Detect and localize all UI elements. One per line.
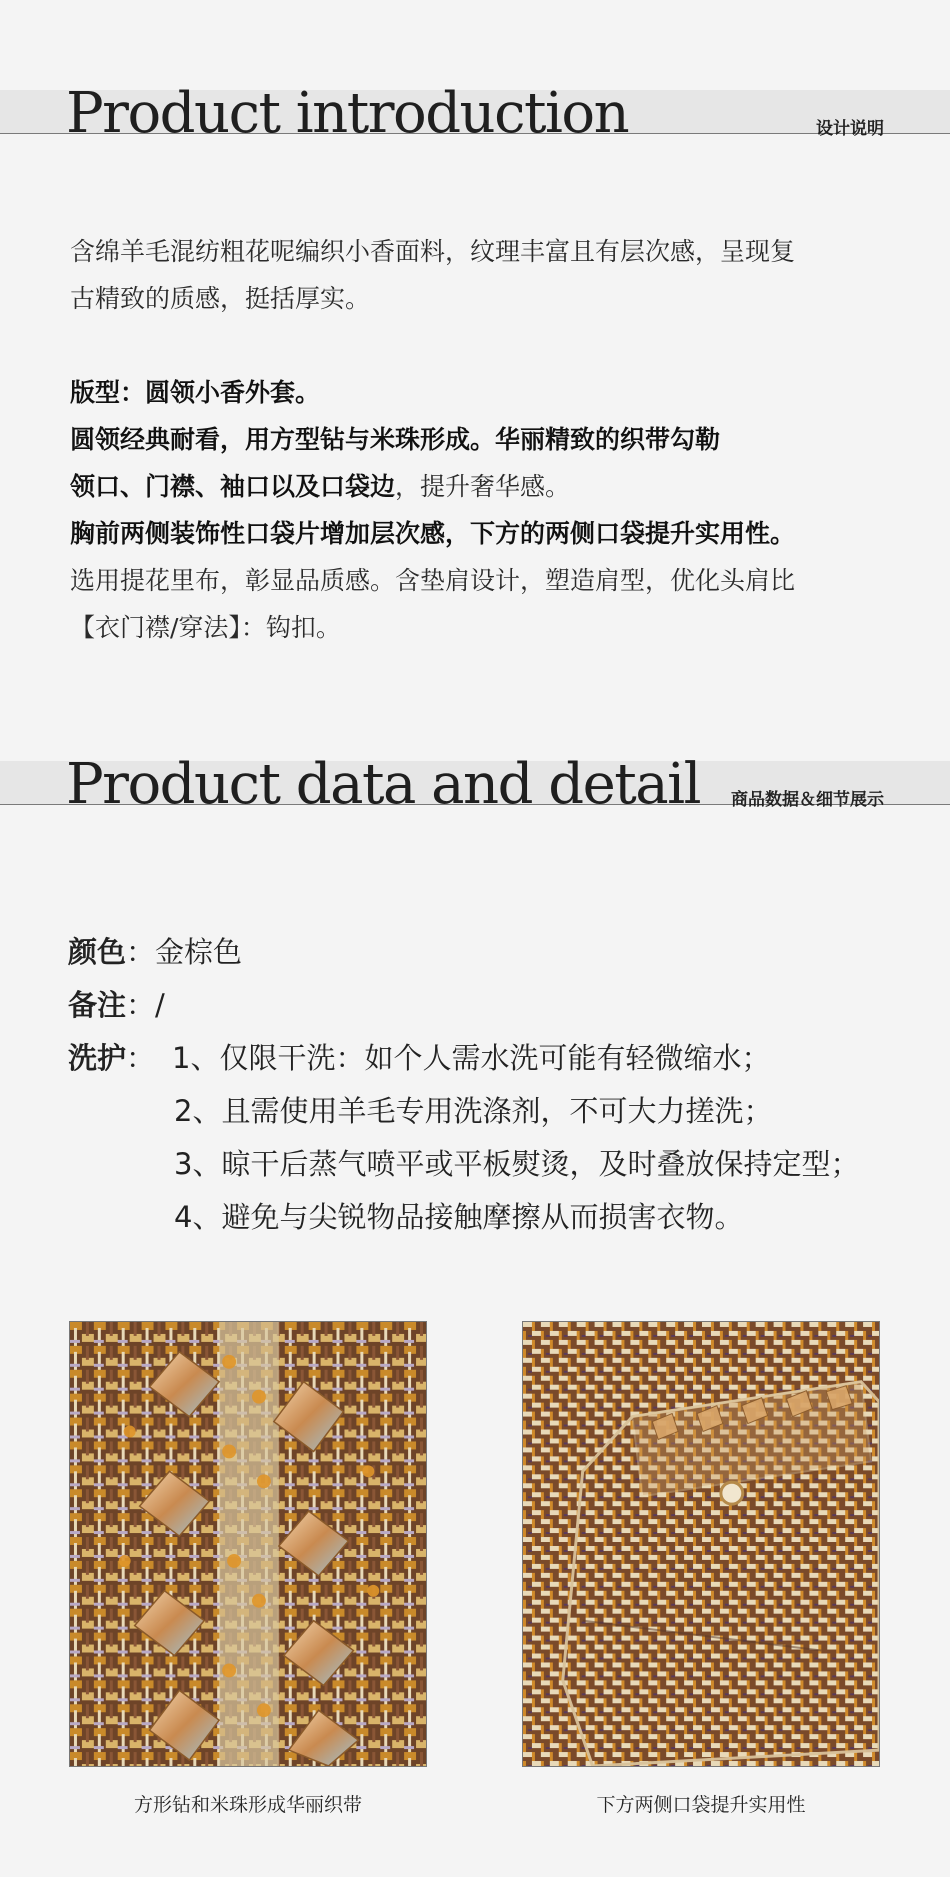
section-subtitle: 商品数据＆细节展示 [731, 790, 884, 810]
care-label: 洗护 [68, 1041, 127, 1075]
description-line [70, 463, 890, 510]
description-line [70, 510, 890, 557]
tweed-pocket-photo [522, 1321, 880, 1767]
description-line: 【衣门襟/穿法】：钩扣。 [70, 613, 341, 642]
description-line: 选用提花里布，彰显品质感。含垫肩设计，塑造肩型，优化头肩比 [70, 566, 796, 595]
care-item: 1、仅限干洗：如个人需水洗可能有轻微缩水； [172, 1041, 771, 1075]
care-item: 3、晾干后蒸气喷平或平板熨烫，及时叠放保持定型； [174, 1147, 860, 1181]
tweed-crystal-trim-photo [69, 1321, 427, 1767]
description-line [70, 416, 890, 463]
note-sep: ： [126, 988, 156, 1022]
product-description [70, 228, 890, 651]
note-label: 备注 [68, 988, 127, 1022]
photo-caption: 下方两侧口袋提升实用性 [596, 1794, 806, 1816]
color-sep: ： [126, 935, 156, 969]
photo-caption: 方形钻和米珠形成华丽织带 [133, 1794, 362, 1816]
description-line: 含绵羊毛混纺粗花呢编织小香面料，纹理丰富且有层次感，呈现复 [70, 237, 796, 266]
collar-text: 圆领经典耐看，用方型钻与米珠形成。华丽精致的织带勾勒 [70, 425, 721, 454]
section-title: Product data and detail [66, 752, 700, 817]
note-value: / [155, 988, 165, 1022]
section-subtitle: 设计说明 [816, 119, 884, 139]
care-item: 2、且需使用羊毛专用洗涤剂，不可大力搓洗； [174, 1094, 773, 1128]
spec-note [68, 983, 165, 1024]
color-label: 颜色 [68, 935, 127, 969]
description-line: 古精致的质感，挺括厚实。 [70, 284, 371, 313]
care-sep: ： [126, 1041, 156, 1075]
pocket-text: 胸前两侧装饰性口袋片增加层次感，下方的两侧口袋提升实用性。 [70, 519, 796, 548]
trim-text-rest: ，提升奢华感。 [395, 472, 571, 501]
section-title: Product introduction [66, 81, 629, 146]
care-item: 4、避免与尖锐物品接触摩擦从而损害衣物。 [174, 1200, 744, 1234]
trim-text: 领口、门襟、袖口以及口袋边 [70, 472, 396, 501]
fit-heading: 版型：圆领小香外套。 [70, 378, 321, 407]
spec-color [68, 930, 242, 971]
color-value: 金棕色 [155, 935, 243, 969]
description-line [70, 369, 890, 416]
spec-care-label [68, 1036, 155, 1077]
